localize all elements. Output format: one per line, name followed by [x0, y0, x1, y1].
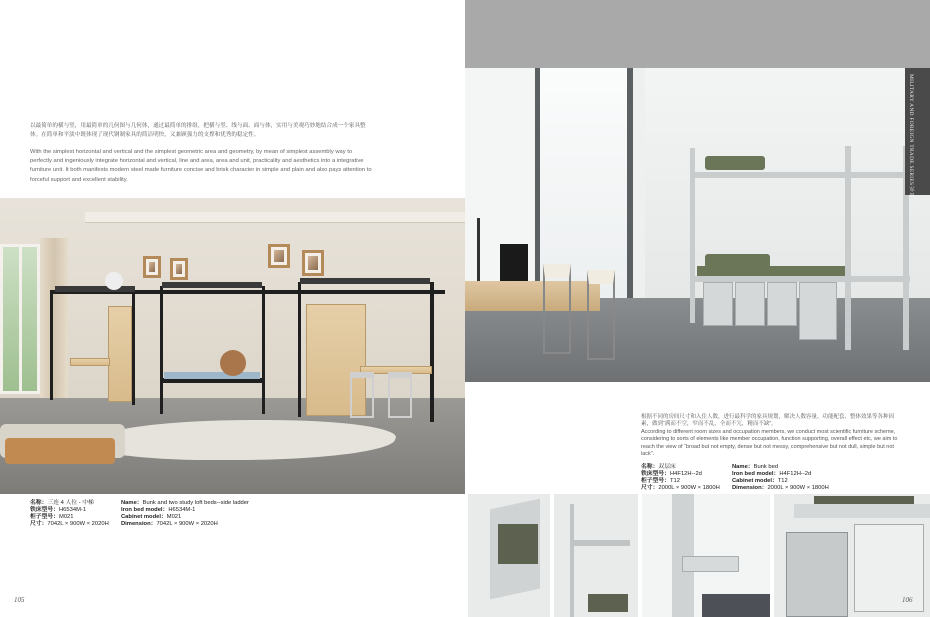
upper-mattress [300, 278, 430, 284]
cabinet-door [735, 282, 765, 326]
curtain [40, 238, 68, 398]
spec-value: M021 [166, 514, 182, 520]
spec-label: Dimension： [732, 485, 768, 491]
detail-thumbnail-drawer [468, 494, 550, 617]
desk-chair [350, 372, 374, 418]
spec-label: 铁床型号： [641, 471, 670, 477]
page-number: 106 [902, 596, 913, 604]
left-chinese-paragraph: 以最简单的横与竖，用最简单的几何图与几何体，通过最简单的排组，把横与竖、线与面、面与体，实用与美观巧妙地结合成一个家具整体。在简单和平淡中既体现了现代钢制家具的简洁明快，又兼顾强力的支撑和优秀的稳定性。 [30, 123, 366, 138]
crown-molding [85, 212, 465, 223]
wall-picture [268, 244, 290, 268]
cabinet-door [799, 282, 837, 340]
series-side-tab-label: MILITARY AND FOREIGN TRADE SERIES 军用外贸系列 [908, 74, 914, 222]
spec-row [30, 507, 109, 514]
blanket-part [814, 496, 914, 504]
spec-row [732, 485, 829, 492]
spec-label: 尺寸： [641, 485, 659, 491]
left-spec-english [121, 500, 249, 528]
spec-label: Name： [732, 464, 754, 470]
wall-picture [302, 250, 324, 276]
spec-value: H6534M-1 [59, 507, 87, 513]
wall [645, 68, 930, 298]
spec-row [732, 478, 829, 485]
spec-value: 2000L × 900W × 1800H [658, 485, 720, 491]
spec-row [121, 500, 249, 507]
spec-value: T12 [777, 478, 788, 484]
bunk-bed-photo [465, 68, 930, 382]
desk-lamp [477, 218, 480, 283]
study-desk [70, 358, 110, 366]
right-spec-english [732, 464, 829, 492]
grey-header-band [465, 0, 930, 68]
computer-monitor [500, 244, 528, 284]
series-side-tab [905, 68, 930, 222]
right-text-block [641, 414, 903, 458]
ladder-post [570, 504, 574, 617]
upper-mattress [55, 286, 135, 292]
spec-label: Name： [121, 500, 143, 506]
dorm-room-photo [0, 198, 465, 494]
spec-label: 名称： [641, 464, 659, 470]
right-page [465, 0, 930, 617]
bed-post [262, 286, 265, 414]
spec-label: Iron bed model： [732, 471, 780, 477]
wardrobe-cabinet [108, 306, 132, 402]
teddy-bear [220, 350, 246, 376]
spec-value: 双层床 [658, 464, 676, 470]
wall-picture [170, 258, 188, 280]
cabinet-top [794, 504, 930, 518]
open-cabinet-door [786, 532, 848, 617]
page-number: 105 [14, 596, 25, 604]
detail-thumbnail-step [642, 494, 770, 617]
left-english-paragraph: With the simplest horizontal and vertical and the simplest geometric area and geometry, by mean of simplest assembly way to perfectly and ingeniously integrate horizontal and vertical, line and area, area and unit, practicality and aesthetics into a integrative furniture unit. It both manifests modern steel made furniture concise and brisk character in simple and plain and also pays attention to forceful support and excellent stability. [30, 149, 372, 183]
study-desk [465, 281, 600, 311]
blanket-part [588, 594, 628, 612]
spec-value: 2000L × 900W × 1800H [767, 485, 829, 491]
spec-label: 名称： [30, 500, 48, 506]
bench [5, 438, 115, 464]
chair [587, 270, 615, 360]
spec-label: Iron bed model： [121, 507, 169, 513]
window [0, 244, 40, 394]
spec-label: Dimension： [121, 521, 157, 527]
spec-row [732, 471, 829, 478]
spec-value: Bunk and two study loft beds--side ladder [142, 500, 249, 506]
spec-value: 7042L × 900W × 2020H [156, 521, 218, 527]
foot-step [682, 556, 739, 572]
ladder-rail [570, 540, 630, 546]
cabinet-door [703, 282, 733, 326]
plush-toy [105, 272, 123, 290]
spec-value: T12 [670, 478, 680, 484]
spec-label: 柜子型号： [641, 478, 670, 484]
spec-row [30, 500, 109, 507]
spec-row [641, 478, 720, 485]
spec-row [121, 507, 249, 514]
left-spec-chinese [30, 500, 109, 528]
spec-label: Cabinet model： [121, 514, 167, 520]
upper-mattress [162, 282, 262, 288]
lower-mattress [164, 372, 260, 379]
bed-post [50, 290, 53, 400]
desk-chair [388, 372, 412, 418]
folded-blanket [705, 254, 770, 268]
spec-value: H4F12H--2d [670, 471, 702, 477]
right-chinese-paragraph: 根据不同的房间尺寸和入住人数，进行最科学的家具规划，解决人数容量、功能配套、整体效果等各种因素，做到“满而不空，窄而不乱，全而不冗，精而不缺”。 [641, 414, 895, 428]
spec-value: M021 [59, 514, 74, 520]
cabinet-interior [854, 524, 924, 612]
bed-post [160, 286, 163, 414]
blanket-part [498, 524, 538, 564]
spec-label: 尺寸： [30, 521, 48, 527]
right-english-paragraph: According to different room sizes and occupation members, we conduct most scientific furniture scheme, considering to sorts of elements like member occupation, function supporting, overall effect etc, we aim to reach the view of “broad but not empty, dense but not messy, comprehensive but not dull, simple but not lack”. [641, 428, 898, 458]
spec-row [641, 485, 720, 492]
spec-value: 7042L × 900W × 2020H [47, 521, 109, 527]
spec-value: 三连 4 人位 - 中梯 [47, 500, 94, 506]
spec-row [121, 514, 249, 521]
spec-label: 铁床型号： [30, 507, 59, 513]
spec-label: Cabinet model： [732, 478, 778, 484]
folded-blanket [705, 156, 765, 170]
floor [702, 594, 770, 617]
spec-value: H4F12H--2d [779, 471, 812, 477]
spec-value: H6534M-1 [168, 507, 196, 513]
spec-label: 柜子型号： [30, 514, 59, 520]
bed-post [132, 290, 135, 405]
chair [543, 264, 571, 354]
spec-row [732, 464, 829, 471]
spec-row [641, 464, 720, 471]
wall-picture [143, 256, 161, 278]
bed-post [430, 282, 434, 422]
spec-row [641, 471, 720, 478]
detail-thumbnail-ladder [554, 494, 638, 617]
cabinet-door [767, 282, 797, 326]
right-spec-chinese [641, 464, 720, 492]
spec-value: Bunk bed [753, 464, 779, 470]
bed-post [298, 282, 301, 417]
upper-rail [690, 172, 910, 178]
spec-row [30, 514, 109, 521]
spec-row [121, 521, 249, 528]
spec-row [30, 521, 109, 528]
